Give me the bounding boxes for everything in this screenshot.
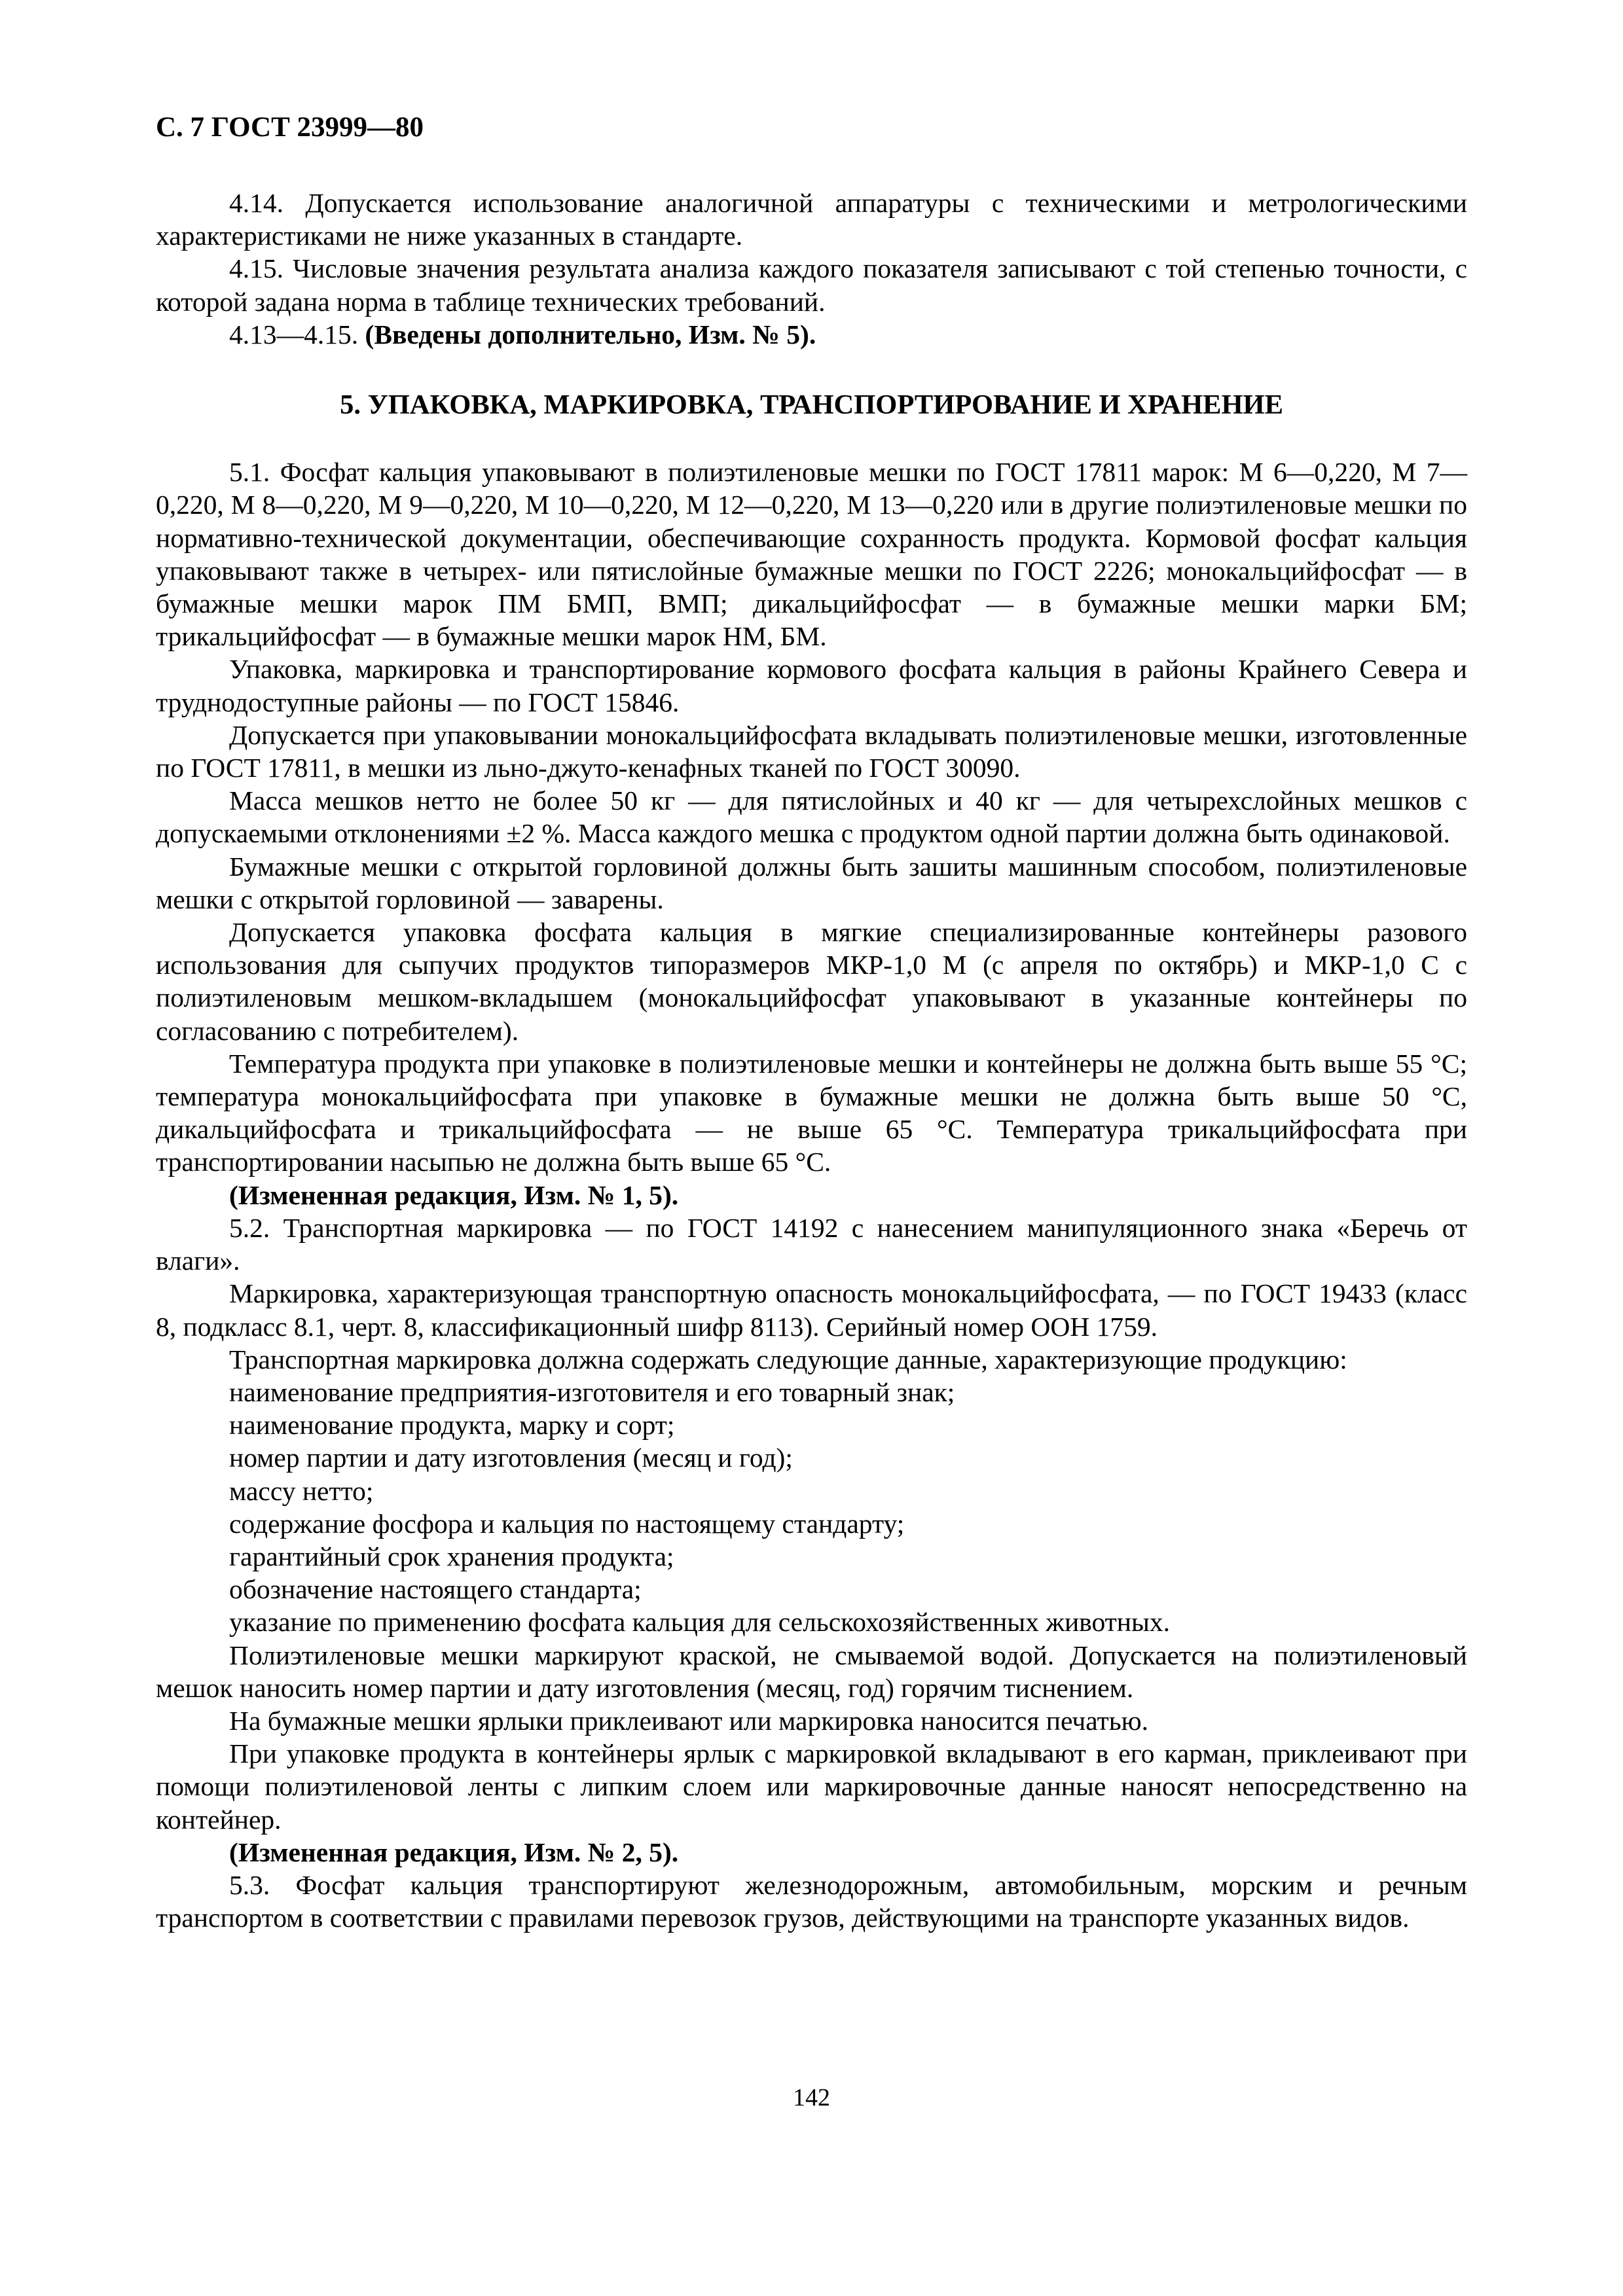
amendment-note: (Измененная редакция, Изм. № 2, 5). (229, 1837, 679, 1867)
paragraph-text: указание по применению фосфата кальция для сельскохозяйственных животных. (229, 1607, 1171, 1638)
paragraph-text: Допускается упаковка фосфата кальция в мягкие специализированные контейнеры разового использования для сыпучих продуктов типоразмеров МКР-1,0 М (с апреля по октябрь) и МКР-1,0 С с полиэтиленовым мешком-вкладышем (монокальцийфосфат упаковывают в указанные контейнеры по согласованию с потребителем). (156, 917, 1467, 1046)
paragraph (156, 252, 1467, 317)
paragraph (156, 1047, 1467, 1179)
paragraph-text: обозначение настоящего стандарта; (229, 1574, 642, 1605)
paragraph-text: При упаковке продукта в контейнеры ярлык с маркировкой вкладывают в его карман, приклеивают при помощи полиэтиленовой ленты с липким слоем или маркировочные данные наносят непосредственно на контейнер. (156, 1738, 1467, 1835)
paragraph-text: гарантийный срок хранения продукта; (229, 1541, 674, 1571)
amendment-note: (Введены дополнительно, Изм. № 5). (365, 319, 816, 350)
paragraph (156, 1179, 1467, 1211)
paragraph-text: 4.13—4.15. (229, 319, 365, 350)
amendment-note: (Измененная редакция, Изм. № 1, 5). (229, 1179, 679, 1210)
list-item (156, 1441, 1467, 1474)
paragraph (156, 784, 1467, 850)
paragraph (156, 1277, 1467, 1342)
list-item (156, 1507, 1467, 1540)
paragraph (156, 1869, 1467, 1934)
document-body (156, 187, 1467, 1934)
paragraph (156, 719, 1467, 784)
paragraph (156, 1343, 1467, 1376)
paragraph-text: содержание фосфора и кальция по настоящему стандарту; (229, 1508, 905, 1539)
paragraph-text: наименование продукта, марку и сорт; (229, 1410, 675, 1441)
paragraph-text: Транспортная маркировка должна содержать следующие данные, характеризующие продукцию: (229, 1344, 1347, 1374)
page-header: С. 7 ГОСТ 23999—80 (156, 112, 424, 143)
paragraph-text: 5.3. Фосфат кальция транспортируют железнодорожным, автомобильным, морским и речным транспортом в соответствии с правилами перевозок грузов, действующими на транспорте указанных видов. (156, 1869, 1467, 1933)
paragraph-text: номер партии и дату изготовления (месяц и год); (229, 1443, 793, 1473)
section-title (156, 389, 1467, 422)
list-item (156, 1605, 1467, 1638)
list-item (156, 1475, 1467, 1507)
paragraph-text: На бумажные мешки ярлыки приклеивают или маркировка наносится печатью. (229, 1705, 1149, 1736)
paragraph-text: Полиэтиленовые мешки маркируют краской, не смываемой водой. Допускается на полиэтиленовый мешок наносить номер партии и дату изготовления (месяц, год) горячим тиснением. (156, 1640, 1467, 1703)
paragraph-text: наименование предприятия-изготовителя и его товарный знак; (229, 1376, 955, 1407)
paragraph (156, 318, 1467, 351)
paragraph-text: массу нетто; (229, 1475, 374, 1506)
list-item (156, 1540, 1467, 1573)
paragraph-text: Упаковка, маркировка и транспортирование кормового фосфата кальция в районы Крайнего Севера и труднодоступные районы — по ГОСТ 15846. (156, 654, 1467, 717)
paragraph-text: Маркировка, характеризующая транспортную опасность монокальцийфосфата, — по ГОСТ 19433 (класс 8, подкласс 8.1, черт. 8, классификационный шифр 8113). Серийный номер ООН 1759. (156, 1278, 1467, 1342)
paragraph-text: Масса мешков нетто не более 50 кг — для пятислойных и 40 кг — для четырехслойных мешков с допускаемыми отклонениями ±2 %. Масса каждого мешка с продуктом одной партии должна быть одинаковой. (156, 785, 1467, 849)
paragraph-text: 5.2. Транспортная маркировка — по ГОСТ 14192 с нанесением манипуляционного знака «Беречь от влаги». (156, 1212, 1467, 1276)
paragraph-text: 4.14. Допускается использование аналогичной аппаратуры с техническими и метрологическими характеристиками не ниже указанных в стандарте. (156, 188, 1467, 251)
paragraph (156, 653, 1467, 718)
paragraph-text: 5.1. Фосфат кальция упаковывают в полиэтиленовые мешки по ГОСТ 17811 марок: М 6—0,220, М 7—0,220, М 8—0,220, М 9—0,220, М 10—0,220, М 12—0,220, М 13—0,220 или в другие полиэтиленовые мешки по нормативно-технической документации, обеспечивающие сохранность продукта. Кормовой фосфат кальция упаковывают также в четырех- или пятислойные бумажные мешки по ГОСТ 2226; монокальцийфосфат — в бумажные мешки марок ПМ БМП, ВМП; дикальцийфосфат — в бумажные мешки марки БМ; трикальцийфосфат — в бумажные мешки марок НМ, БМ. (156, 457, 1467, 652)
paragraph-text: 4.15. Числовые значения результата анализа каждого показателя записывают с той степенью точности, с которой задана норма в таблице технических требований. (156, 253, 1467, 317)
paragraph (156, 1639, 1467, 1704)
list-item (156, 1408, 1467, 1441)
paragraph (156, 850, 1467, 916)
list-item (156, 1573, 1467, 1605)
paragraph (156, 1836, 1467, 1869)
paragraph (156, 1704, 1467, 1737)
paragraph-text: Бумажные мешки с открытой горловиной должны быть зашиты машинным способом, полиэтиленовые мешки с открытой горловиной — заварены. (156, 851, 1467, 914)
paragraph (156, 1211, 1467, 1277)
paragraph-text: 5. УПАКОВКА, МАРКИРОВКА, ТРАНСПОРТИРОВАНИЕ И ХРАНЕНИЕ (340, 389, 1283, 421)
paragraph-text: Температура продукта при упаковке в полиэтиленовые мешки и контейнеры не должна быть выше 55 °С; температура монокальцийфосфата при упаковке в бумажные мешки не должна быть выше 50 °С, дикальцийфосфата и трикальцийфосфата — не выше 65 °С. Температура трикальцийфосфата при транспортировании насыпью не должна быть выше 65 °С. (156, 1048, 1467, 1177)
paragraph (156, 456, 1467, 653)
paragraph (156, 187, 1467, 252)
paragraph (156, 1737, 1467, 1836)
page-number: 142 (793, 2084, 830, 2111)
paragraph-text: Допускается при упаковывании монокальцийфосфата вкладывать полиэтиленовые мешки, изготовленные по ГОСТ 17811, в мешки из льно-джуто-кенафных тканей по ГОСТ 30090. (156, 719, 1467, 783)
paragraph (156, 916, 1467, 1047)
list-item (156, 1376, 1467, 1408)
